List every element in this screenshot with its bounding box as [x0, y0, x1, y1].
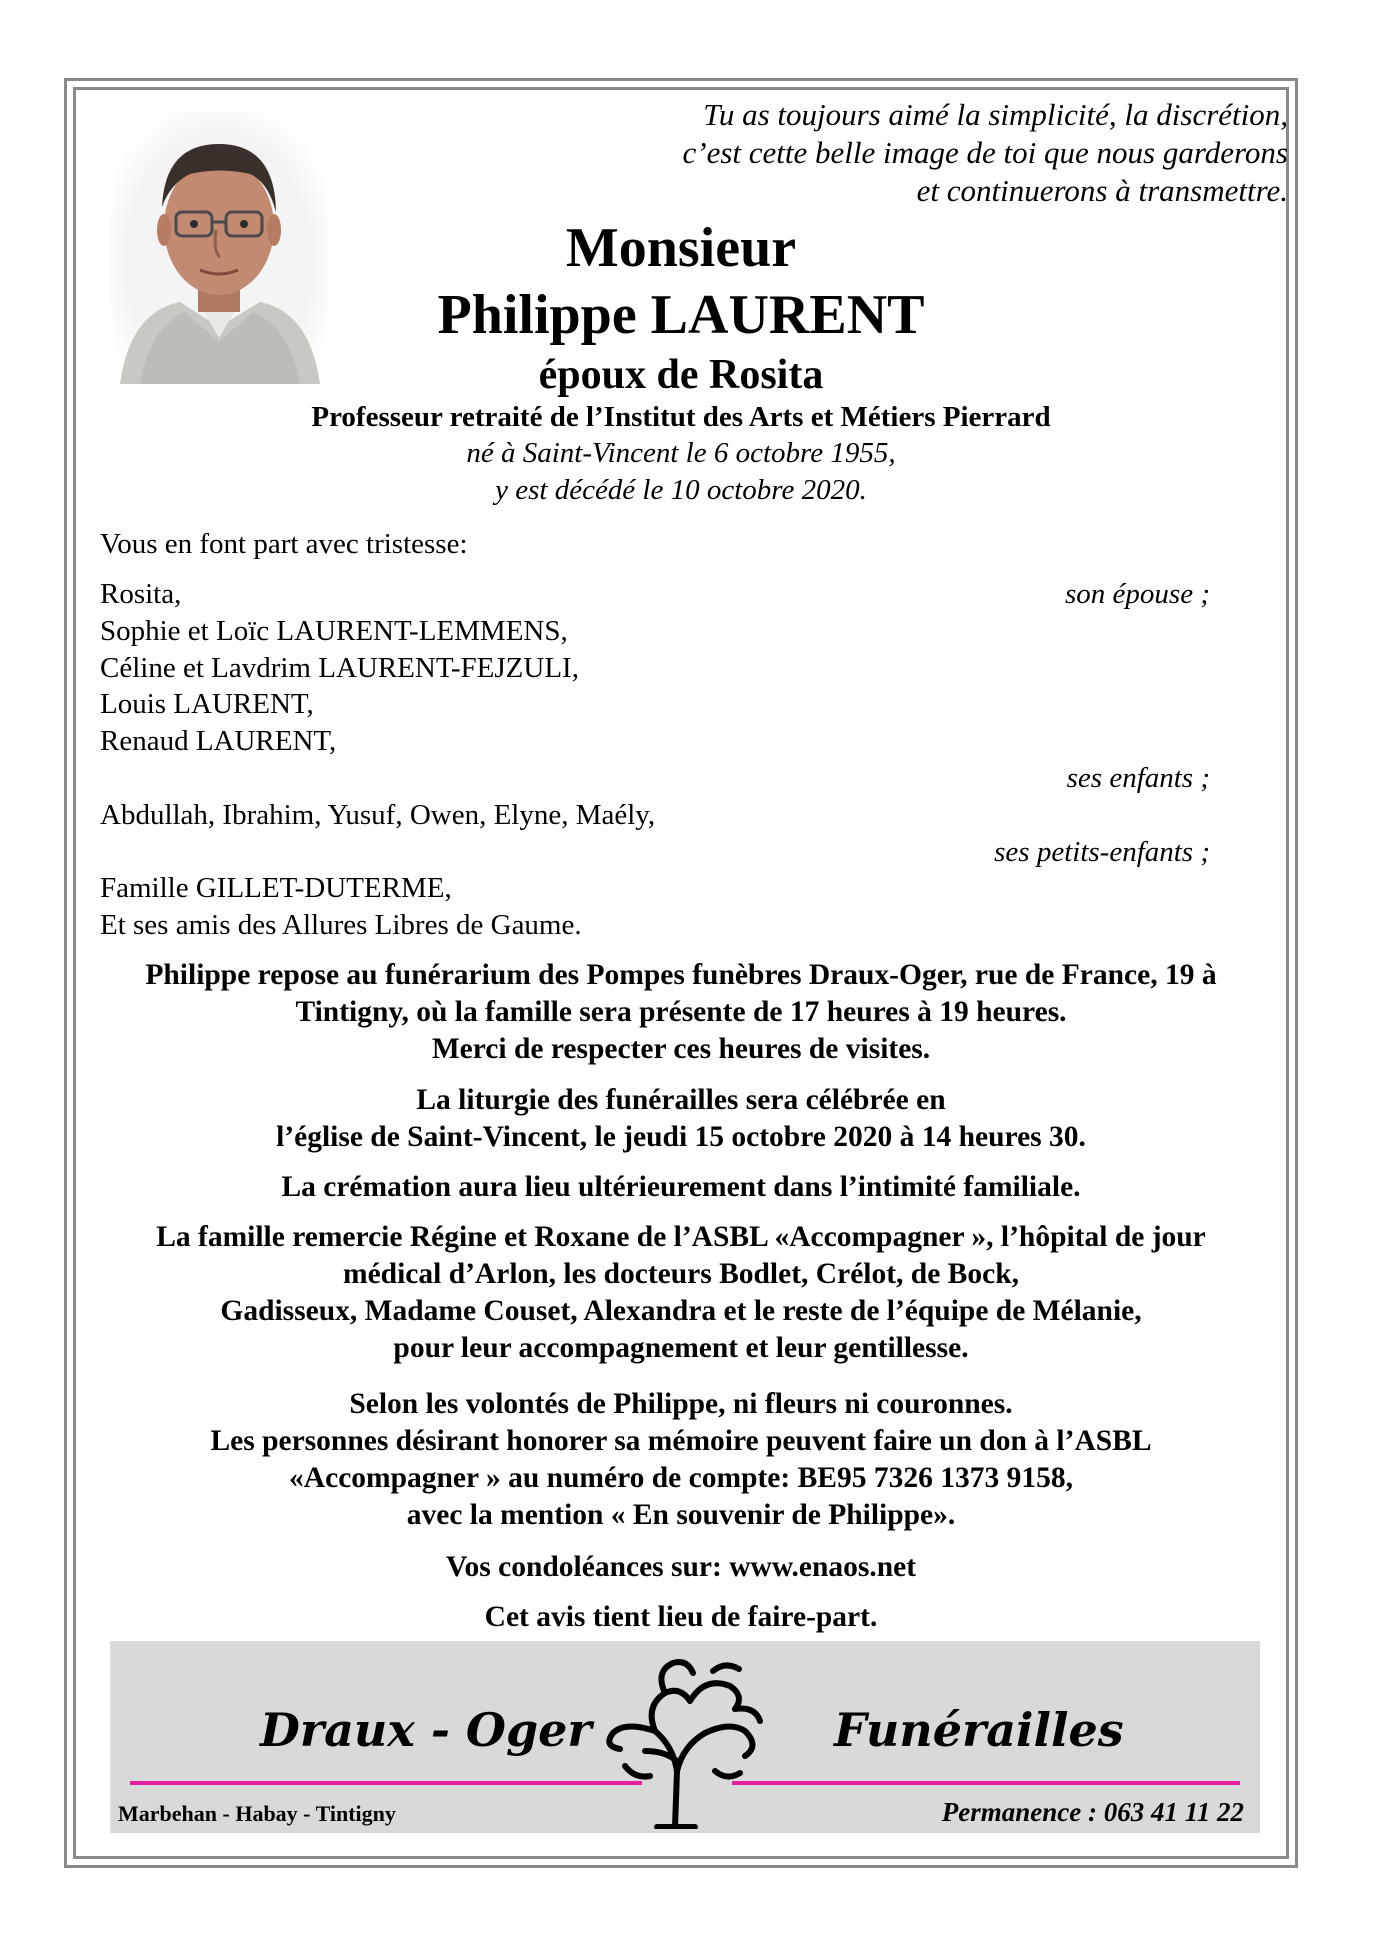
list-item [100, 613, 1210, 650]
accent-line [130, 1781, 642, 1785]
funeral-home-banner [110, 1641, 1260, 1833]
list-item [100, 907, 1210, 944]
family-name: Famille GILLET-DUTERME, [100, 872, 452, 905]
family-relation: son épouse ; [1065, 578, 1210, 610]
announcement-intro: Vous en font part avec tristesse: [100, 528, 468, 560]
donation-line: Les personnes désirant honorer sa mémoire peuvent faire un don à l’ASBL [210, 1425, 1152, 1457]
list-item [100, 760, 1210, 797]
list-item [100, 870, 1210, 907]
funerarium-line: Tintigny, où la famille sera présente de 17 heures à 19 heures. [295, 996, 1067, 1028]
deceased-profession: Professeur retraité de l’Institut des Arts et Métiers Pierrard [311, 401, 1051, 433]
family-name: Louis LAURENT, [100, 688, 314, 721]
tree-icon [595, 1651, 775, 1829]
liturgy-line: l’église de Saint-Vincent, le jeudi 15 octobre 2020 à 14 heures 30. [276, 1121, 1086, 1153]
thanks-line: La famille remercie Régine et Roxane de l’ASBL «Accompagner », l’hôpital de jour [156, 1221, 1206, 1253]
funerarium-paragraph [73, 957, 1289, 1068]
family-name: Sophie et Loïc LAURENT-LEMMENS, [100, 614, 568, 647]
condolences-line [73, 1549, 1289, 1586]
funerarium-line: Philippe repose au funérarium des Pompes funèbres Draux-Oger, rue de France, 19 à [145, 959, 1217, 991]
deceased-name: Philippe LAURENT [437, 284, 925, 346]
phone-number: Permanence : 063 41 11 22 [941, 1797, 1244, 1827]
thanks-line: pour leur accompagnement et leur gentillesse. [393, 1332, 969, 1364]
funerarium-line: Merci de respecter ces heures de visites. [431, 1033, 931, 1065]
donation-paragraph [73, 1386, 1289, 1534]
quote-line: et continuerons à transmettre. [916, 173, 1288, 208]
list-item [100, 650, 1210, 687]
family-relation: ses enfants ; [1066, 761, 1210, 794]
family-name: Et ses amis des Allures Libres de Gaume. [100, 909, 582, 942]
family-list [100, 576, 1210, 944]
cremation-line: La crémation aura lieu ultérieurement dans l’intimité familiale. [281, 1171, 1081, 1203]
family-name: Céline et Lavdrim LAURENT-FEJZULI, [100, 651, 579, 684]
thanks-line: médical d’Arlon, les docteurs Bodlet, Crélot, de Bock, [343, 1258, 1019, 1290]
notice-line [73, 1599, 1289, 1636]
family-name: Rosita, [100, 578, 182, 610]
brand-name: Draux - Oger [260, 1703, 592, 1757]
family-name: Abdullah, Ibrahim, Yusuf, Owen, Elyne, Maély, [100, 798, 656, 831]
cremation-paragraph [73, 1169, 1289, 1206]
donation-line: Selon les volontés de Philippe, ni fleurs ni couronnes. [349, 1388, 1013, 1420]
list-item [100, 834, 1210, 871]
quote-line: c’est cette belle image de toi que nous garderons [682, 135, 1288, 170]
family-name: Renaud LAURENT, [100, 725, 337, 758]
donation-line: avec la mention « En souvenir de Philippe». [406, 1499, 956, 1531]
liturgy-paragraph [73, 1082, 1289, 1156]
list-item [100, 723, 1210, 760]
brand-tagline: Funérailles [834, 1703, 1124, 1757]
deceased-spouse: époux de Rosita [538, 352, 824, 398]
opening-quote [683, 96, 1288, 210]
condolences-text: Vos condoléances sur: www.enaos.net [445, 1551, 917, 1583]
death-line: y est décédé le 10 octobre 2020. [495, 474, 867, 506]
liturgy-line: La liturgie des funérailles sera célébrée en [416, 1084, 946, 1116]
towns-list: Marbehan - Habay - Tintigny [118, 1801, 396, 1826]
deceased-title: Monsieur [565, 217, 797, 279]
list-item [100, 686, 1210, 723]
birth-line: né à Saint-Vincent le 6 octobre 1955, [466, 437, 896, 469]
donation-line: «Accompagner » au numéro de compte: BE95 7326 1373 9158, [289, 1462, 1073, 1494]
family-relation: ses petits-enfants ; [994, 835, 1210, 868]
list-item [100, 797, 1210, 834]
quote-line: Tu as toujours aimé la simplicité, la discrétion, [703, 97, 1288, 132]
list-item [100, 576, 1210, 613]
accent-line [732, 1781, 1240, 1785]
deceased-dates [73, 435, 1289, 509]
thanks-line: Gadisseux, Madame Couset, Alexandra et le reste de l’équipe de Mélanie, [220, 1295, 1142, 1327]
thanks-paragraph [73, 1219, 1289, 1367]
notice-text: Cet avis tient lieu de faire-part. [484, 1601, 878, 1633]
